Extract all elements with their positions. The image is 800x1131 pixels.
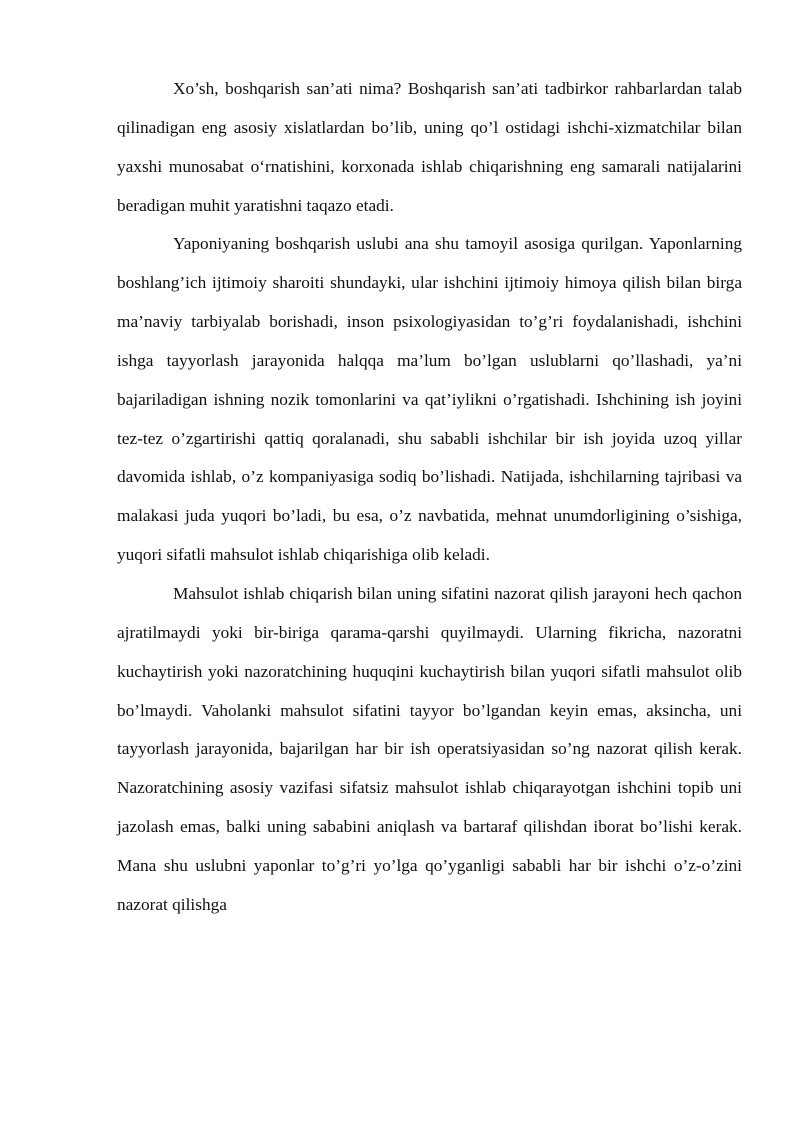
paragraph-1: Xo’sh, boshqarish san’ati nima? Boshqarish san’ati tadbirkor rahbarlardan talab qilinadigan eng asosiy xislatlardan bo’lib, uning qo’l ostidagi ishchi-xizmatchilar bilan yaxshi munosabat o‘rnatishini, korxonada ishlab chiqarishning eng samarali natijalarini beradigan muhit yaratishni taqazo etadi. <box>117 79 742 215</box>
paragraph-2: Yaponiyaning boshqarish uslubi ana shu tamoyil asosiga qurilgan. Yaponlarning boshlang’ich ijtimoiy sharoiti shundayki, ular ishchini ijtimoiy himoya qilish bilan birga ma’naviy tarbiyalab borishadi, inson psixologiyasidan to’g’ri foydalanishadi, ishchini ishga tayyorlash jarayonida halqqa ma’lum bo’lgan uslublarni qo’llashadi, ya’ni bajariladigan ishning nozik tomonlarini va qat’iylikni o’rgatishadi. Ishchining ish joyini tez-tez o’zgartirishi qattiq qoralanadi, shu sababli ishchilar bir ish joyida uzoq yillar davomida ishlab, o’z kompaniyasiga sodiq bo’lishadi. Natijada, ishchilarning tajribasi va malakasi juda yuqori bo’ladi, bu esa, o’z navbatida, mehnat unumdorligining o’sishiga, yuqori sifatli mahsulot ishlab chiqarishiga olib keladi. <box>117 234 742 565</box>
body-text <box>117 70 742 925</box>
paragraph-3: Mahsulot ishlab chiqarish bilan uning sifatini nazorat qilish jarayoni hech qachon ajratilmaydi yoki bir-biriga qarama-qarshi quyilmaydi. Ularning fikricha, nazoratni kuchaytirish yoki nazoratchining huquqini kuchaytirish bilan yuqori sifatli mahsulot olib bo’lmaydi. Vaholanki mahsulot sifatini tayyor bo’lgandan keyin emas, aksincha, uni tayyorlash jarayonida, bajarilgan har bir ish operatsiyasidan so’ng nazorat qilish kerak. Nazoratchining asosiy vazifasi sifatsiz mahsulot ishlab chiqarayotgan ishchini topib uni jazolash emas, balki uning sababini aniqlash va bartaraf qilishdan iborat bo’lishi kerak. Mana shu uslubni yaponlar to’g’ri yo’lga qo’yganligi sababli har bir ishchi o’z-o’zini nazorat qilishga <box>117 583 742 914</box>
